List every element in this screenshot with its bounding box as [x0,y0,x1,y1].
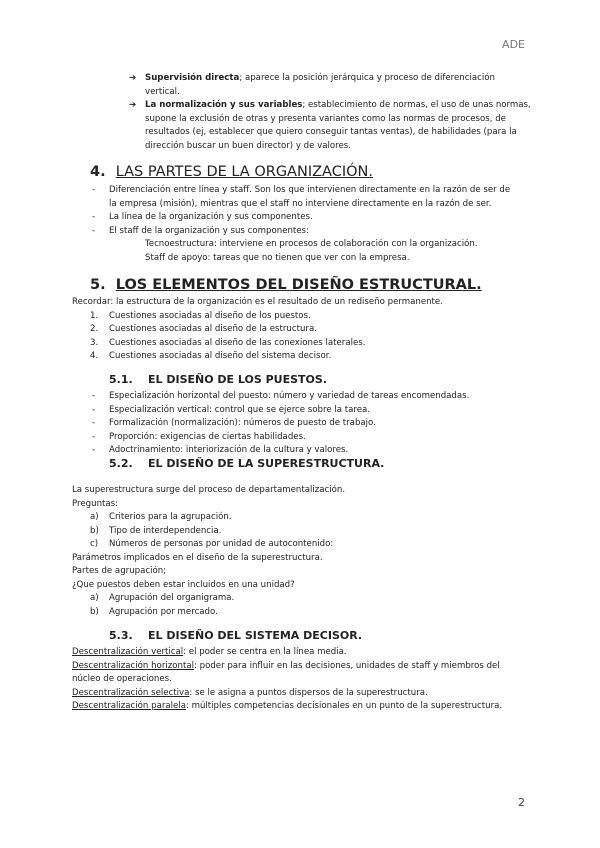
list-item: Cuestiones asociadas al diseño del sistema decisor. [109,351,332,361]
list-number: 1. [90,310,99,321]
list-letter: b) [90,606,99,617]
list-letter: a) [90,593,99,603]
list-item: Especialización vertical: control que se ejerce sobre la tarea. [109,404,370,415]
section-5-heading: 5. LOS ELEMENTOS DEL DISEÑO ESTRUCTURAL. [90,277,482,293]
paragraph: ¿Que puestos deben estar incluidos en una unidad? [72,579,295,590]
section-5-intro: Recordar: la estructura de la organización es el resultado de un rediseño permanente. [72,297,443,307]
list-item: La línea de la organización y sus componentes. [109,212,313,222]
list-item: la empresa (misión), mientras que el staff no interviene directamente en la razón de ser. [109,198,492,209]
page-number: 2 [518,796,525,809]
list-item: Agrupación por mercado. [109,606,218,617]
list-letter: c) [90,539,99,549]
list-item: Formalización (normalización): números de puesto de trabajo. [109,418,376,428]
list-letter: a) [90,512,99,522]
dash-bullet: - [92,431,96,442]
list-item: Proporción: exigencias de ciertas habilidades. [109,431,306,442]
bullet-line: dirección buscar un buen director) y de valores. [145,140,351,151]
dash-bullet: - [92,391,96,401]
definition-vertical: Descentralización vertical: el poder se centra en la línea media. [72,647,347,657]
list-item: Cuestiones asociadas al diseño de la estructura. [109,324,317,334]
dash-bullet: - [92,418,96,428]
list-number: 3. [90,337,99,348]
list-item: Especialización horizontal del puesto: número y variedad de tareas encomendadas. [109,391,470,401]
bullet-supervision-directa: Supervisión directa; aparece la posición jerárquica y proceso de diferenciación [145,73,495,83]
definition-horizontal: Descentralización horizontal: poder para influir en las decisiones, unidades de staff y miembros del [72,660,500,671]
definition-line: núcleo de operaciones. [72,674,172,684]
bullet-normalizacion: La normalización y sus variables; establecimiento de normas, el uso de unas normas, [145,100,531,110]
definition-selectiva: Descentralización selectiva: se le asigna a puntos dispersos de la superestructura. [72,687,428,698]
bullet-line: vertical. [145,86,180,97]
list-item: Adoctrinamiento: interiorización de la cultura y valores. [109,445,349,455]
list-item: Cuestiones asociadas al diseño de los puestos. [109,310,311,321]
dash-bullet: - [92,212,96,222]
paragraph: Preguntas: [72,498,119,509]
list-number: 4. [90,351,99,361]
sub-line: Staff de apoyo: tareas que no tienen que ver con la empresa. [145,252,410,263]
arrow-icon: ➔ [129,73,137,83]
list-item: Cuestiones asociadas al diseño de las conexiones laterales. [109,337,366,348]
dash-bullet: - [92,404,96,415]
dash-bullet: - [92,445,96,455]
list-item: Agrupación del organigrama. [109,593,235,603]
dash-bullet: - [92,185,96,195]
document-header: ADE [502,38,525,51]
list-item: Tipo de interdependencia. [109,525,222,536]
definition-paralela: Descentralización paralela: múltiples competencias decisionales en un punto de la superestructura. [72,701,503,711]
list-item: Criterios para la agrupación. [109,512,232,522]
list-item: Números de personas por unidad de autocontenido: [109,539,334,549]
list-item: Diferenciación entre línea y staff. Son los que intervienen directamente en la razón de ser de [109,185,511,195]
dash-bullet: - [92,225,96,236]
arrow-icon: ➔ [129,100,137,110]
list-number: 2. [90,324,99,334]
section-4-heading: 4. LAS PARTES DE LA ORGANIZACIÓN. [90,164,373,180]
section-5-1-heading: 5.1. EL DISEÑO DE LOS PUESTOS. [109,373,327,386]
bullet-line: supone la exclusión de otras y presenta variantes como las normas de procesos, de [145,113,506,124]
paragraph: Parámetros implicados en el diseño de la superestructura. [72,552,323,563]
section-5-2-heading: 5.2. EL DISEÑO DE LA SUPERESTRUCTURA. [109,457,385,470]
section-5-3-heading: 5.3. EL DISEÑO DEL SISTEMA DECISOR. [109,629,363,642]
paragraph: Partes de agrupación; [72,566,167,576]
list-item: El staff de la organización y sus componentes: [109,225,309,236]
list-letter: b) [90,525,99,536]
sub-line: Tecnoestructura: interviene en procesos de colaboración con la organización. [145,239,478,249]
bullet-line: resultados (ej, establecer que quiero conseguir tantas ventas), de habilidades (para la [145,127,517,137]
paragraph: La superestructura surge del proceso de departamentalización. [72,485,346,495]
